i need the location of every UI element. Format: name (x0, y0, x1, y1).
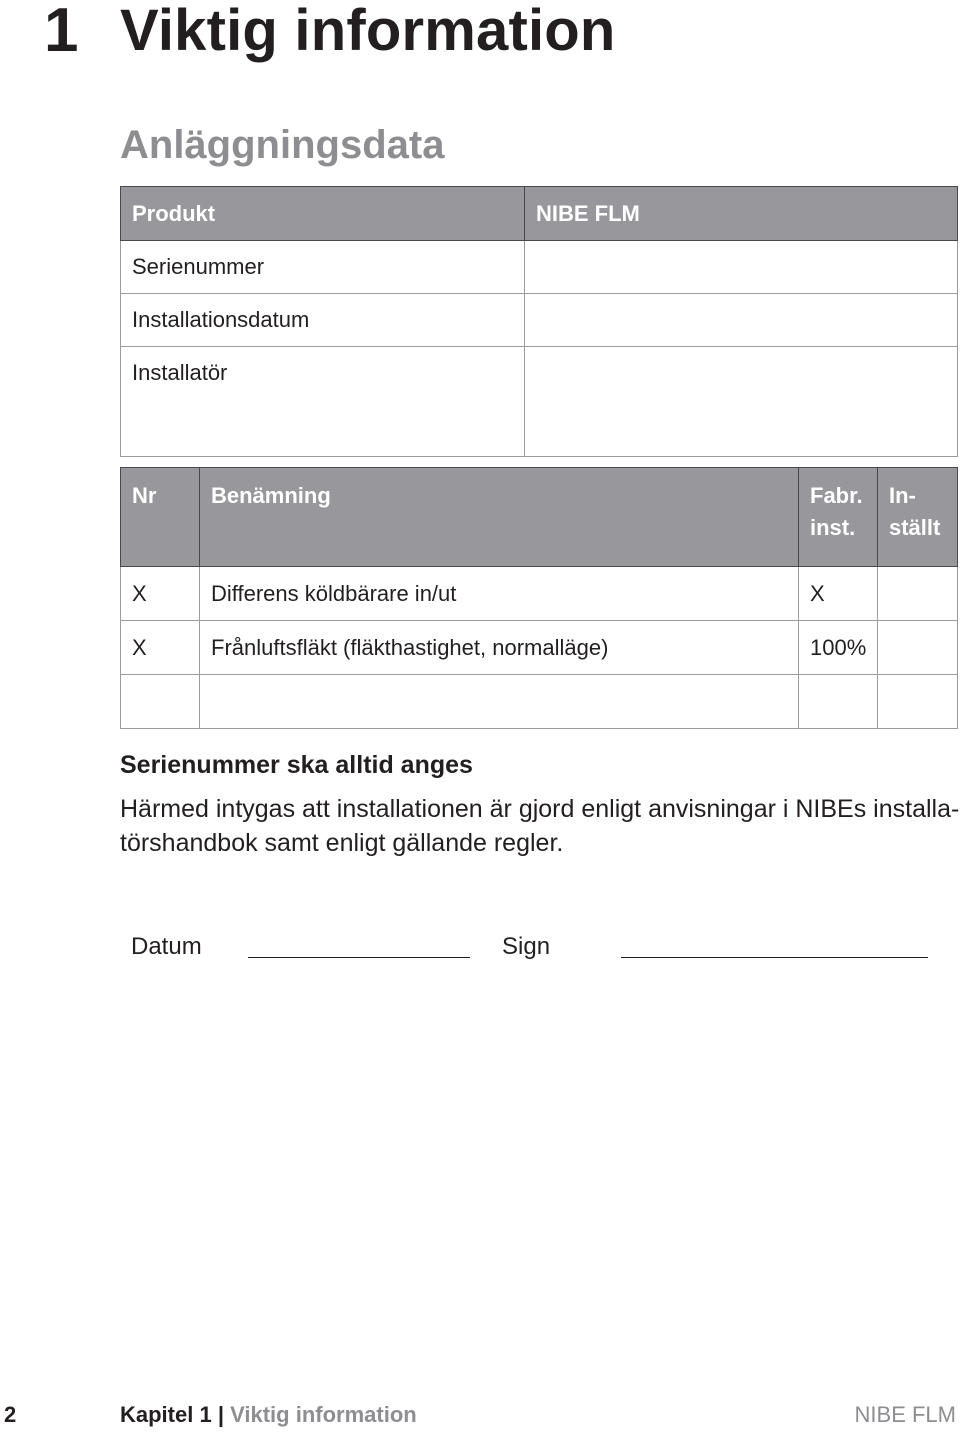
date-line[interactable] (248, 957, 470, 958)
row-factory-value: X (799, 567, 878, 621)
serial-number-field[interactable] (525, 241, 958, 294)
table-header-row (121, 187, 958, 241)
installation-data-table (120, 186, 958, 457)
table-row (121, 675, 958, 729)
row-set-field[interactable] (878, 621, 958, 675)
page-footer (0, 1398, 960, 1432)
row-nr[interactable] (121, 675, 200, 729)
product-label: Produkt (121, 187, 525, 241)
table-row (121, 621, 958, 675)
settings-table (120, 467, 958, 729)
row-name: Differens köldbärare in/ut (200, 567, 799, 621)
header-factory-setting: Fabr. inst. (799, 468, 878, 567)
installation-date-field[interactable] (525, 294, 958, 347)
footer-product: NIBE FLM (854, 1402, 956, 1427)
installer-field[interactable] (525, 347, 958, 457)
sign-label: Sign (502, 933, 551, 960)
table-row (121, 347, 958, 457)
date-label: Datum (131, 933, 202, 960)
row-set-field[interactable] (878, 567, 958, 621)
row-factory-value: 100% (799, 621, 878, 675)
table-row (121, 294, 958, 347)
sign-line[interactable] (621, 957, 928, 958)
certification-line-1: Härmed intygas att installationen är gjord enligt anvisningar i NIBEs installa- (120, 795, 960, 823)
installer-label: Installatör (121, 347, 525, 457)
serial-number-label: Serienummer (121, 241, 525, 294)
chapter-number: 1 (44, 0, 79, 65)
header-set-value: In- ställt (878, 468, 958, 567)
row-nr: X (121, 621, 200, 675)
certification-text (120, 792, 960, 860)
table-row (121, 241, 958, 294)
table-row (121, 567, 958, 621)
row-set-field[interactable] (878, 675, 958, 729)
row-name[interactable] (200, 675, 799, 729)
serial-number-note-heading: Serienummer ska alltid anges (120, 751, 473, 779)
product-value: NIBE FLM (525, 187, 958, 241)
section-title: Anläggningsdata (120, 123, 445, 167)
row-name: Frånluftsfläkt (fläkthastighet, normalläge) (200, 621, 799, 675)
chapter-title: Viktig information (120, 0, 616, 63)
certification-line-2: törshandbok samt enligt gällande regler. (120, 829, 564, 857)
installation-date-label: Installationsdatum (121, 294, 525, 347)
table-header-row (121, 468, 958, 567)
header-name: Benämning (200, 468, 799, 567)
header-nr: Nr (121, 468, 200, 567)
row-nr: X (121, 567, 200, 621)
row-factory-value[interactable] (799, 675, 878, 729)
footer-chapter: Kapitel 1 | Viktig information (120, 1402, 417, 1427)
page-number: 2 (4, 1402, 17, 1427)
